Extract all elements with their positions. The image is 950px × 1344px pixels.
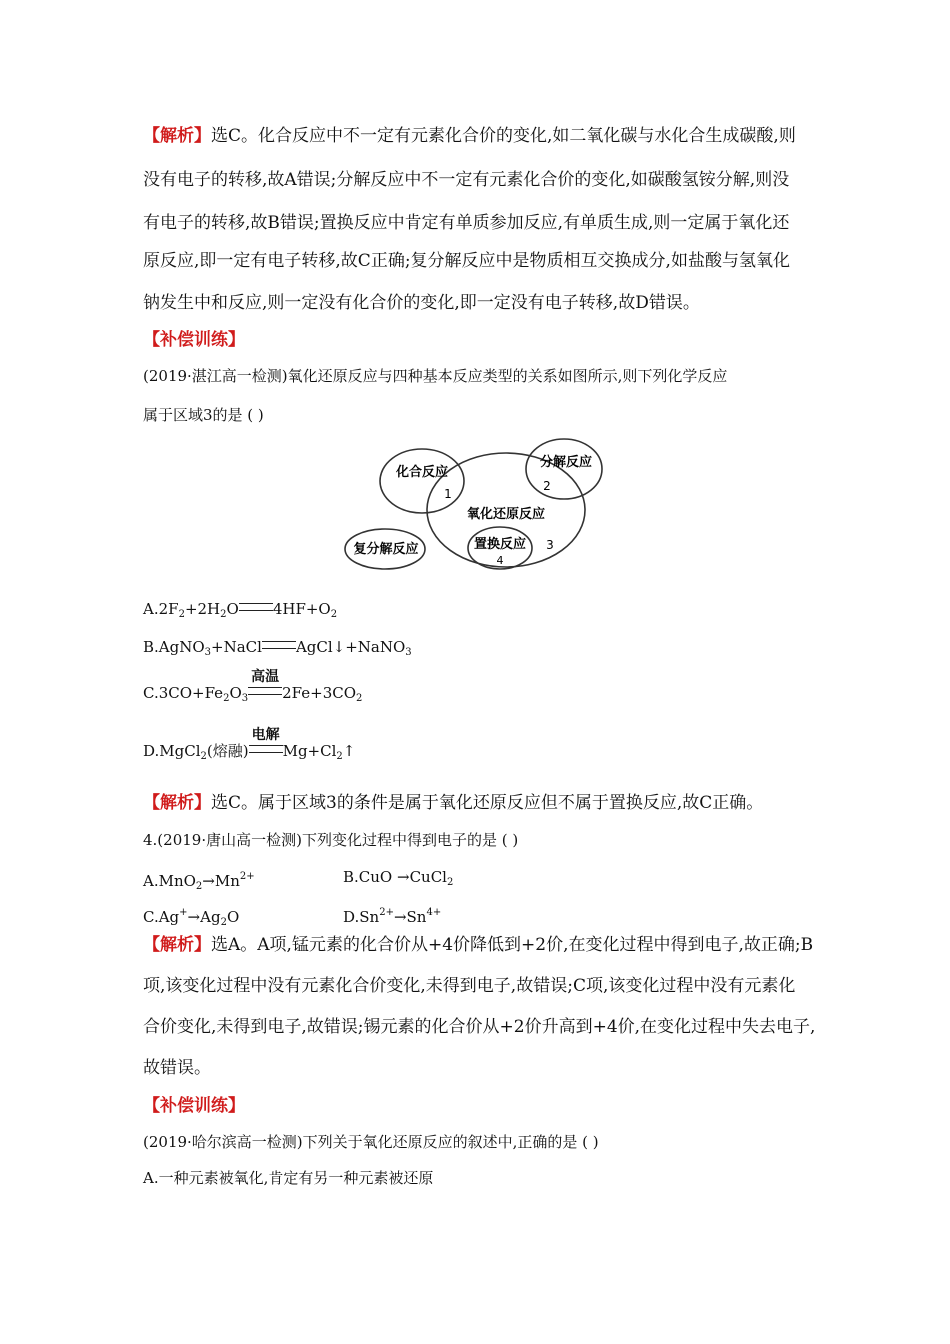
supplement-heading-2: 【补偿训练】 (143, 1096, 245, 1116)
question-4-option-a (143, 866, 255, 898)
analysis-paragraph-1-line-5: 钠发生中和反应,则一定没有化合价的变化,即一定没有电子转移,故D错误。 (143, 293, 700, 313)
text: B.AgNO (143, 638, 205, 656)
question-4-stem: 4.(2019·唐山高一检测)下列变化过程中得到电子的是 ( ) (143, 831, 519, 849)
text: →Mn (202, 872, 240, 890)
analysis-tag: 【解析】 (143, 126, 211, 146)
option-d (143, 727, 356, 768)
text: D.MgCl (143, 742, 201, 760)
analysis-paragraph-3-line-4: 故错误。 (143, 1058, 211, 1078)
analysis-paragraph-1-line-4: 原反应,即一定有电子转移,故C正确;复分解反应中是物质相互交换成分,如盐酸与氢氧化 (143, 251, 790, 271)
subscript: 2 (446, 877, 454, 888)
reaction-type-venn-diagram (340, 432, 610, 582)
option-b (143, 636, 412, 664)
text: O (229, 684, 242, 702)
question-3-line-2: 属于区域3的是 ( ) (143, 406, 264, 424)
text: 选C。属于区域3的条件是属于氧化还原反应但不属于置换反应,故C正确。 (211, 793, 764, 813)
analysis-paragraph-1-line-1 (143, 125, 796, 147)
text: →Ag (187, 908, 221, 926)
text: Mg+Cl (282, 742, 337, 760)
equals-sign (239, 603, 273, 611)
question-3-line-1: (2019·湛江高一检测)氧化还原反应与四种基本反应类型的关系如图所示,则下列化学反应 (143, 367, 728, 385)
text: →Sn (393, 908, 427, 926)
subscript: 3 (204, 647, 212, 658)
region-1-label: 1 (444, 487, 452, 501)
redox-label: 氧化还原反应 (466, 507, 546, 522)
subscript: 3 (405, 647, 412, 658)
combination-label: 化合反应 (395, 465, 449, 480)
analysis-paragraph-3-line-3: 合价变化,未得到电子,故错误;锡元素的化合价从+2价升高到+4价,在变化过程中失去电子, (143, 1017, 816, 1037)
text: 选A。A项,锰元素的化合价从+4价降低到+2价,在变化过程中得到电子,故正确;B (211, 935, 814, 955)
superscript: 2+ (379, 907, 394, 918)
equals-sign (262, 641, 296, 649)
superscript: 4+ (426, 907, 442, 918)
double-displacement-label: 复分解反应 (353, 542, 419, 557)
reaction-condition: 电解 (251, 727, 280, 743)
question-4-option-d (343, 902, 441, 928)
subscript: 2 (336, 751, 343, 762)
region-4-label: 4 (496, 554, 504, 567)
supplement-heading-1: 【补偿训练】 (143, 330, 245, 350)
text: A.2F (143, 600, 179, 618)
analysis-paragraph-1-line-3: 有电子的转移,故B错误;置换反应中肯定有单质参加反应,有单质生成,则一定属于氧化还 (143, 213, 790, 233)
text: C.Ag (143, 908, 180, 926)
region-3-label: 3 (546, 538, 554, 552)
option-c (143, 669, 363, 710)
superscript: + (179, 907, 188, 918)
question-5-option-a: A.一种元素被氧化,肯定有另一种元素被还原 (143, 1169, 434, 1187)
subscript: 2 (178, 609, 185, 620)
decomposition-label: 分解反应 (539, 455, 593, 470)
text: A.MnO (143, 872, 196, 890)
text: C.3CO+Fe (143, 684, 224, 702)
text: O (226, 600, 239, 618)
question-5-stem: (2019·哈尔滨高一检测)下列关于氧化还原反应的叙述中,正确的是 ( ) (143, 1133, 599, 1151)
text: +2H (184, 600, 221, 618)
text: 2Fe+3CO (282, 684, 357, 702)
text: O (226, 908, 240, 926)
option-a (143, 598, 337, 626)
superscript: 2+ (239, 871, 255, 882)
analysis-tag: 【解析】 (143, 935, 211, 955)
displacement-label: 置换反应 (473, 537, 527, 552)
reaction-condition: 高温 (251, 669, 280, 685)
analysis-paragraph-2 (143, 792, 763, 814)
subscript: 3 (241, 693, 249, 704)
text: 4HF+O (272, 600, 331, 618)
analysis-paragraph-1-line-2: 没有电子的转移,故A错误;分解反应中不一定有元素化合价的变化,如碳酸氢铵分解,则没 (143, 170, 790, 190)
subscript: 2 (195, 881, 203, 892)
equals-sign-with-condition (248, 669, 282, 695)
analysis-tag: 【解析】 (143, 793, 211, 813)
combination-circle (380, 449, 464, 513)
equals-sign-with-condition (249, 727, 283, 753)
text: B.CuO →CuCl (343, 868, 447, 886)
text: D.Sn (343, 908, 380, 926)
text: +NaCl (211, 638, 262, 656)
subscript: 2 (220, 609, 227, 620)
text: (熔融) (206, 742, 249, 760)
text: AgCl↓+NaNO (295, 638, 406, 656)
subscript: 2 (330, 609, 338, 620)
analysis-paragraph-3-line-1 (143, 934, 813, 956)
region-2-label: 2 (543, 479, 551, 493)
subscript: 2 (356, 693, 363, 704)
subscript: 2 (220, 917, 227, 928)
text: 选C。化合反应中不一定有元素化合价的变化,如二氧化碳与水化合生成碳酸,则 (211, 126, 796, 146)
question-4-option-c (143, 902, 239, 934)
subscript: 2 (223, 693, 230, 704)
subscript: 2 (200, 751, 207, 762)
question-4-option-b (343, 866, 453, 894)
analysis-paragraph-3-line-2: 项,该变化过程中没有元素化合价变化,未得到电子,故错误;C项,该变化过程中没有元素化 (143, 976, 796, 996)
gas-arrow: ↑ (342, 742, 356, 760)
